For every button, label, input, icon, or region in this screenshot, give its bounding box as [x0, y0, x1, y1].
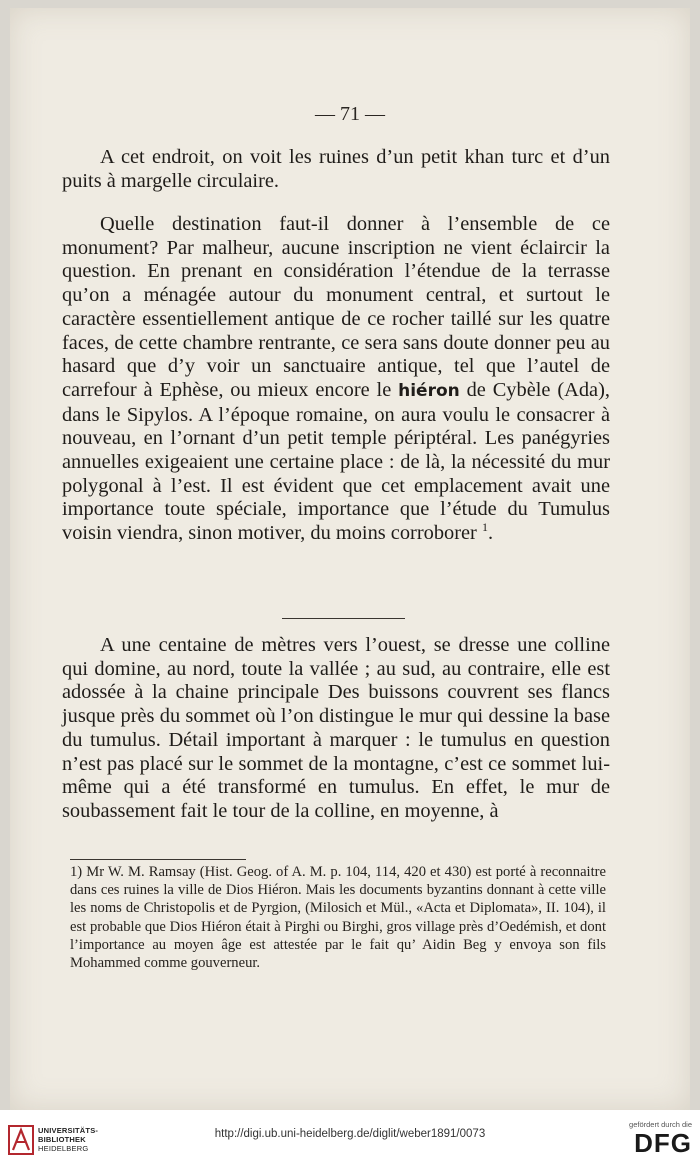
paragraph-2-after: de Cybèle (Ada), dans le Sipylos. A l’époque romaine, on aura voulu le consacrer à nouveau, en l’ornant d’un petit temple périptéral. Les panégyries annuelles exigeaient une certaine place : de là, la nécessité du mur polygonal à l’est. Il est évident que cet emplacement avait une importance toute spéciale, importance que l’étude du Tumulus voisin viendra, sinon motiver, du moins corroborer	[62, 378, 610, 545]
footnote: 1) Mr W. M. Ramsay (Hist. Geog. of A. M. p. 104, 114, 420 et 430) est porté à reconnaitre dans ces ruines la ville de Dios Hiéron. Mais les documents byzantins donnant à cette ville les noms de Christopolis et de Pyrgion, (Milosich et Mül., «Acta et Diplomata», II. 104), il est probable que Dios Hiéron était à Pirghi ou Birghi, gros village près d’Oedémish, et dont l’importance au moyen âge est attestée par le fait qu’ Aidin Beg y envoya son fils Mohammed comme gouverneur.	[70, 864, 606, 972]
funder-block	[617, 1120, 692, 1157]
paragraph-1	[62, 146, 610, 193]
paragraph-3	[62, 634, 610, 824]
paragraph-3-text: A une centaine de mètres vers l’ouest, se dresse une colline qui domine, au nord, toute la vallée ; au sud, au contraire, elle est adossée à la chaine principale Des buissons couvrent ses flancs jusque près du sommet où l’on distingue le mur qui dessine la base du tumulus. Détail important à marquer : le tumulus en question n’est pas placé sur le sommet de la montagne, c’est ce sommet lui-même qui a été transformé en tumulus. En effet, le mur de soubassement fait le tour de la colline, en moyenne, à	[62, 634, 610, 822]
scanned-page	[10, 8, 690, 1110]
paragraph-2-before: Quelle destination faut-il donner à l’ensemble de ce monument? Par malheur, aucune inscription ne vient éclaircir la question. En prenant en considération l’étendue de la terrasse qu’on a ménagée autour du monument central, et surtout le caractère essentiellement antique de ce rocher taillé sur les quatre faces, de cette chambre rentrante, ce sera sans doute donner peu au hasard que d’y voir un sanctuaire antique, tel que l’autel de carrefour à Ephèse, ou mieux encore le	[62, 213, 610, 401]
page-number: — 71 —	[315, 103, 385, 125]
paragraph-1-text: A cet endroit, on voit les ruines d’un petit khan turc et d’un puits à margelle circulaire.	[62, 146, 610, 192]
library-line-1: UNIVERSITÄTS-	[38, 1126, 99, 1135]
paragraph-2	[62, 213, 610, 546]
viewer-footer	[0, 1110, 700, 1167]
paragraph-2-text	[62, 213, 610, 546]
section-divider	[282, 618, 405, 619]
library-line-3: HEIDELBERG	[38, 1144, 89, 1153]
footnote-divider	[70, 859, 246, 860]
paragraph-2-end: .	[487, 522, 494, 545]
library-line-2: BIBLIOTHEK	[38, 1135, 86, 1144]
hieron-bold-term: hiéron	[398, 380, 460, 401]
funding-note: gefördert durch die	[629, 1120, 692, 1129]
footnote-reference[interactable]: 1	[481, 520, 488, 535]
permalink-url[interactable]: http://digi.ub.uni-heidelberg.de/diglit/weber1891/0073	[214, 1128, 486, 1140]
dfg-logo: DFG	[634, 1128, 692, 1158]
